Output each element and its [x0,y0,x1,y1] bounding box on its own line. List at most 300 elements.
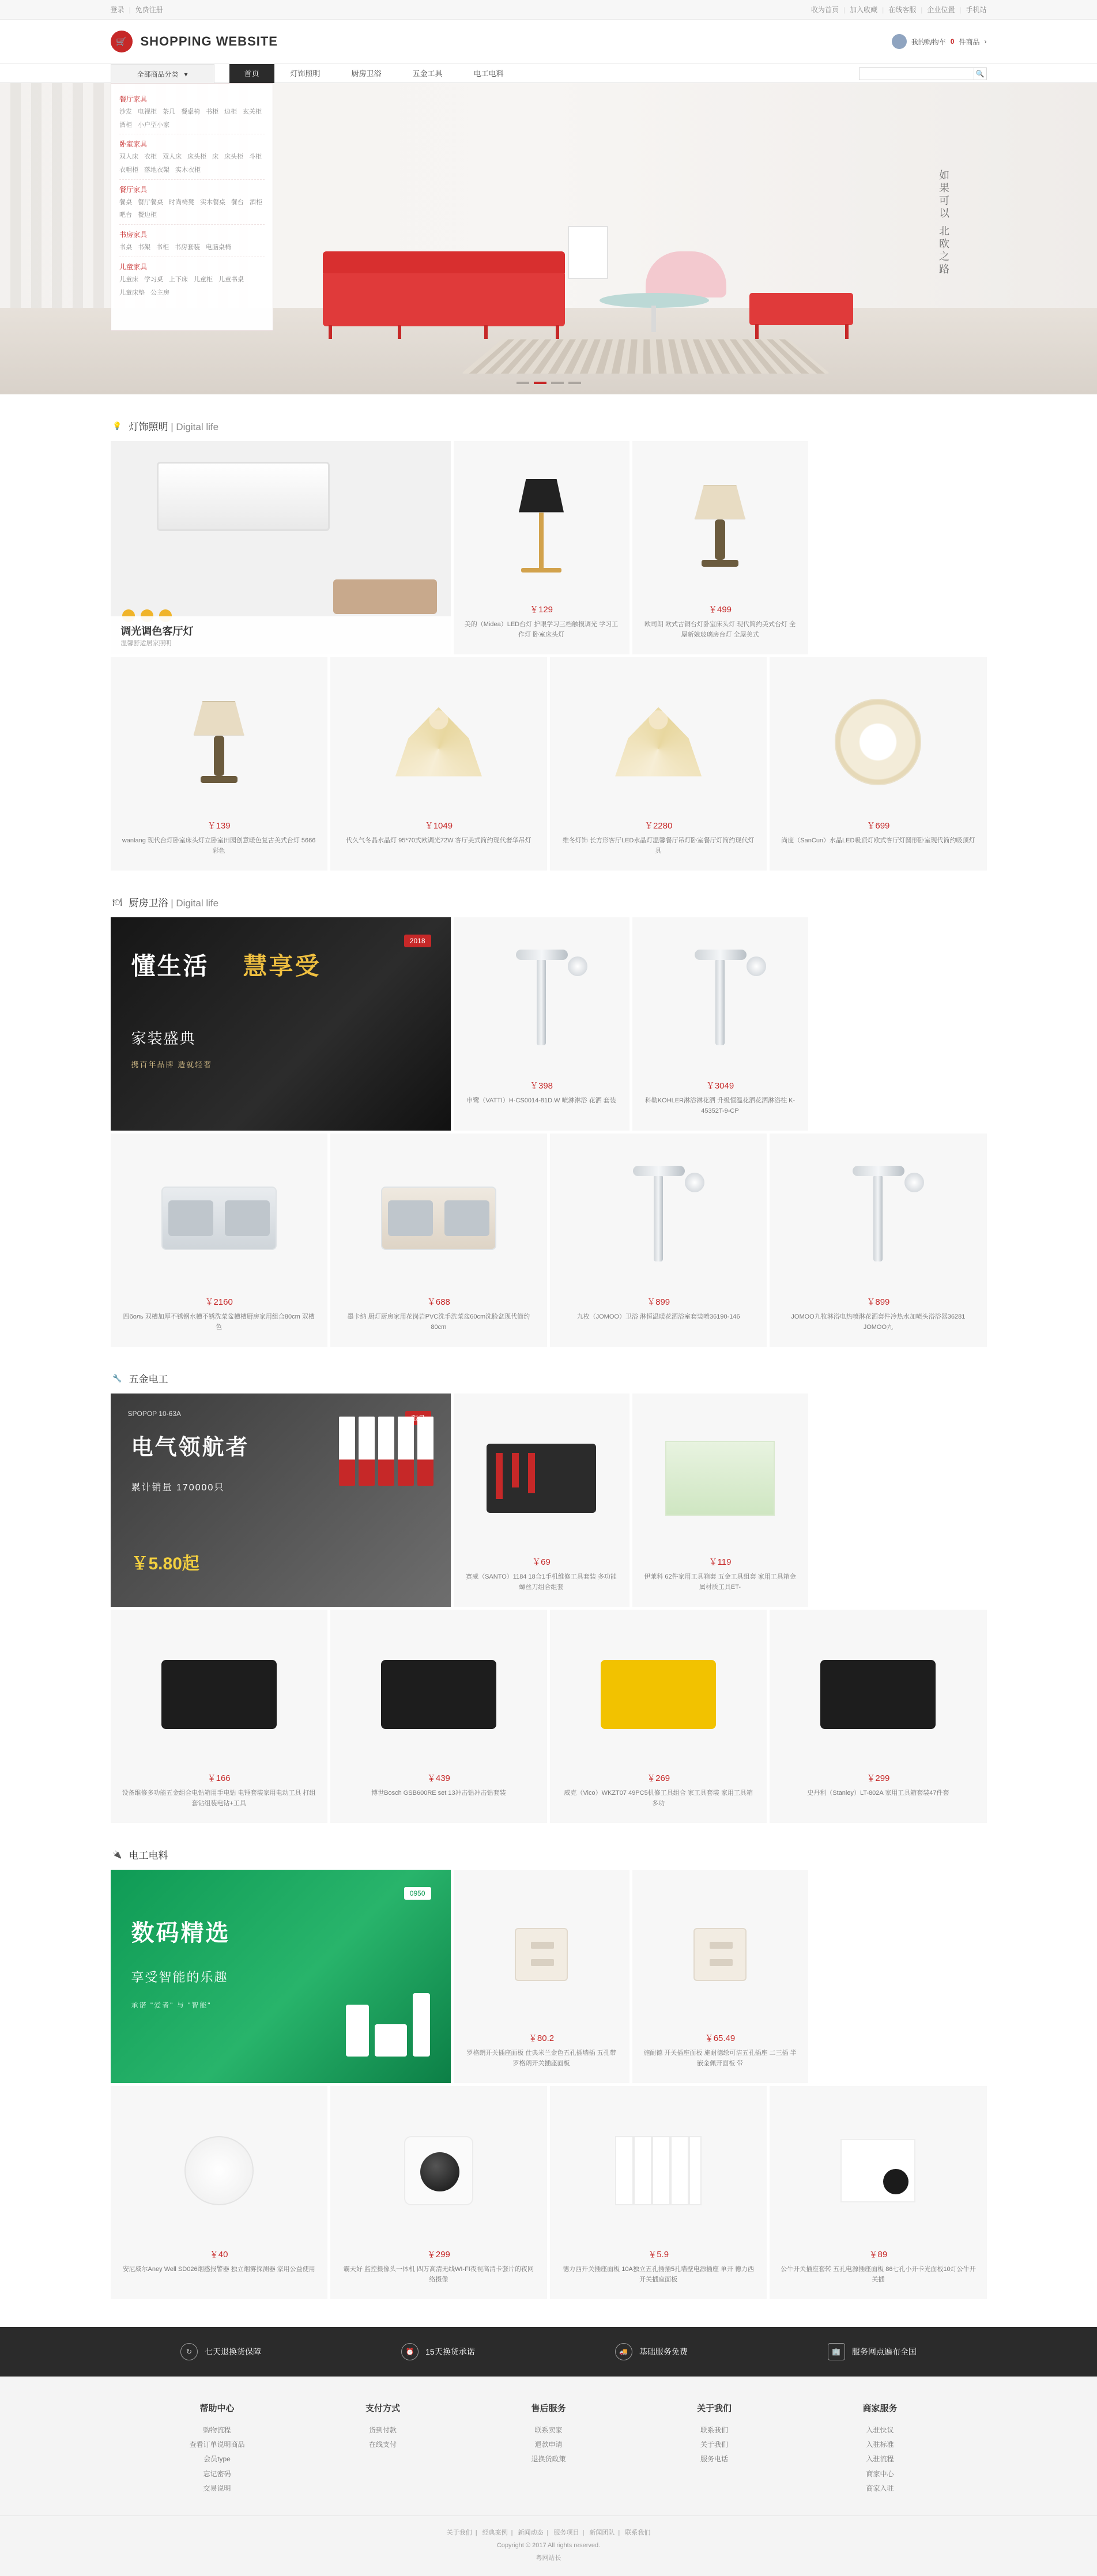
footer-link[interactable]: 入驻快议 [866,2426,894,2434]
promo-sub: 累计销量 170000只 [131,1483,225,1493]
promo-banner-electrical[interactable] [111,1870,451,2083]
category-link[interactable]: 儿童床 [119,276,138,283]
toolbox-illustration [487,1444,596,1513]
section-header [111,895,987,917]
product-desc: 四боль 双槽加厚不锈钢水槽不锈洗菜盆槽槽厨房家用组合80cm 双槽色 [123,1313,315,1331]
footer-link[interactable]: 退款申请 [534,2441,563,2449]
product-card[interactable] [770,1610,986,1823]
product-desc: 威克（Vico）WKZT07 49PC5机修工具组合 家工具套装 家用工具箱 多功 [564,1790,753,1807]
promo-sub-2: 承诺 "爱者" 与 "智能" [131,2001,212,2009]
product-price: ￥269 [647,1773,670,1783]
promo-title-2: 慧享受 [243,952,321,980]
add-favorite-link[interactable]: 加入收藏 [850,6,878,14]
promo-banner-kitchen[interactable] [111,917,451,1131]
product-image [464,1404,619,1552]
toolcase-illustration [161,1660,277,1729]
cart-icon: 🛒 [111,31,133,52]
online-service-link[interactable]: 在线客服 [888,6,917,14]
category-links [119,197,265,221]
category-link[interactable]: 床头柜 [187,153,206,161]
greenbox-illustration [665,1441,775,1516]
product-card[interactable] [330,657,547,871]
bottom-link[interactable]: 经典案例 [482,2529,508,2536]
all-categories-label: 全部商品分类 [137,70,179,78]
section-kitchen-bath [111,871,987,1347]
shower-illustration [537,959,546,1045]
hero-artwork [568,226,608,279]
category-links [119,274,265,298]
divider: | [959,5,962,14]
nav-item-home[interactable]: 首页 [229,64,274,84]
nav-item-lighting[interactable]: 灯饰照明 [290,69,321,78]
product-card[interactable] [550,657,767,871]
footer-link[interactable]: 忘记密码 [203,2469,231,2478]
hero-slogan: 如果可以 北欧之路 [938,170,949,277]
promo-title: 数码精选 [131,1920,231,1946]
category-link[interactable]: 斗柜 [249,153,262,161]
footer-link[interactable]: 联系卖家 [534,2426,563,2434]
section-title [129,1371,168,1385]
cart-label: 我的购物车 [911,37,946,46]
product-image [643,451,798,600]
lamp-icon: 💡 [112,421,122,430]
product-card[interactable] [632,1870,808,2083]
logo[interactable] [111,31,278,52]
footer-link[interactable]: 会员type [203,2455,231,2464]
shop-icon: 🏢 [828,2343,845,2360]
lamp-body [715,519,725,560]
product-desc: 伊莱科 62件家用工具箱套 五金工具组套 家用工具箱金属材质工具ET- [644,1573,796,1591]
section-title [129,895,219,909]
category-link[interactable]: 小户型小家 [138,121,169,129]
footer-col-title: 售后服务 [531,2404,566,2413]
product-card[interactable] [454,917,629,1131]
product-price: ￥899 [866,1297,890,1307]
service-label: 服务网点遍布全国 [851,2347,917,2356]
sink-illustration [381,1187,496,1250]
chevron-down-icon: ▾ [184,70,188,78]
category-link[interactable]: 书架 [138,244,150,251]
product-image [341,668,537,816]
category-link[interactable]: 书柜 [156,244,169,251]
category-group-title: 餐厅家具 [119,185,148,194]
hero-ottoman [749,293,853,325]
product-card-placeholder [811,1870,987,2083]
category-link[interactable]: 茶几 [163,108,175,115]
promo-sub: 家装盛典 [131,1030,196,1047]
product-price: ￥3049 [706,1081,734,1091]
product-grid-row1 [111,441,987,654]
promo-banner-lighting[interactable] [111,441,451,654]
service-item-exchange [401,2343,475,2360]
category-links [119,242,265,253]
product-desc: 安尼威尔Aney Well SD026烟感报警器 独立烟雾探测器 家用公益使用 [122,2266,315,2273]
product-image [560,1144,756,1292]
footer-link[interactable]: 入驻标准 [866,2441,894,2449]
chandelier-illustration [395,707,482,777]
category-link[interactable]: 公主房 [150,289,169,296]
service-bar [0,2327,1097,2377]
lamp-base [702,560,738,567]
product-desc: 霸天好 监控摄像头一体机 四万高清无线WI-FI夜视高清卡套片的夜网络摄像 [343,2266,534,2283]
product-desc: 德力西开关插座面板 10A独立五孔插插5孔墙壁电源插座 单开 德力西开关插座面板 [563,2266,755,2283]
lamp-shade [194,701,244,736]
service-label: 基础服务免费 [639,2347,688,2356]
category-link[interactable]: 儿童柜 [194,276,213,283]
product-price: ￥65.49 [704,2033,736,2043]
topbar-left-links [111,5,163,14]
product-desc: 尚度（SanCun）水晶LED吸顶灯欧式客厅灯圆形卧室现代简约吸顶灯 [781,837,975,844]
socket-illustration [515,1928,568,1981]
category-link[interactable]: 书房套装 [175,244,200,251]
product-desc: 代久气冬晶水晶灯 95*70式欧调光72W 客厅美式简约现代奢华吊灯 [346,837,531,844]
product-card[interactable] [632,917,808,1131]
section-electrical [111,1823,987,2299]
product-price: ￥80.2 [528,2033,555,2043]
nav-items [229,64,519,84]
carousel-dot[interactable] [551,382,564,384]
search-input[interactable] [859,67,974,80]
lamp-body [214,736,224,776]
kitchen-icon: 🍽 [112,897,122,906]
toolcase-illustration [381,1660,496,1729]
divider: | [921,5,923,14]
device-illustration [346,1993,430,2057]
product-desc: 设备维修多功能五金组合电钻箱用手电钻 电锤套装家用电动工具 打组套钻组装电钻+工具 [122,1790,316,1807]
socket-illustration [693,1928,747,1981]
hero-table-leg [651,306,656,332]
category-link[interactable]: 学习桌 [144,276,163,283]
product-card[interactable] [454,1870,629,2083]
product-card[interactable] [111,1133,327,1347]
product-image [780,2096,976,2244]
promo-sub: 享受智能的乐趣 [131,1970,228,1984]
category-link[interactable]: 时尚椅凳 [169,198,194,206]
product-card[interactable] [111,657,327,871]
product-price: ￥139 [207,821,231,831]
category-links [119,107,265,130]
product-image [560,1620,756,1768]
set-homepage-link[interactable]: 收为首页 [811,6,839,14]
promo-badge: 2018 [404,935,431,947]
category-group [119,257,265,302]
product-price: ￥2160 [205,1297,233,1307]
product-image [341,2096,537,2244]
category-link[interactable]: 书柜 [206,108,218,115]
product-image [780,668,976,816]
category-link[interactable]: 边柜 [224,108,237,115]
toolcase-illustration [601,1660,716,1729]
top-bar [0,0,1097,20]
logo-text: SHOPPING WEBSITE [140,34,278,48]
carousel-dot[interactable] [568,382,581,384]
product-desc: 赛威（SANTO）1184 18合1手机维修工具套装 多功能螺丝刀组合组套 [466,1573,617,1591]
category-link[interactable]: 儿童书桌 [218,276,244,283]
product-card[interactable] [550,2086,767,2299]
category-group-title: 餐厅家具 [119,95,148,103]
bottom-link[interactable]: 新闻团队 [589,2529,615,2536]
copyright-bar [0,2515,1097,2564]
product-card-placeholder [811,441,987,654]
hero-carousel-dots[interactable] [517,382,581,384]
product-image [121,1144,317,1292]
topbar-right-links [811,5,987,14]
hero-banner[interactable] [0,83,1097,394]
product-grid-row2 [111,1610,987,1823]
promo-price: ￥5.80起 [131,1554,199,1573]
promo-caption [111,616,451,654]
footer-col-title: 支付方式 [365,2404,400,2413]
bottom-link[interactable]: 服务项目 [553,2529,579,2536]
service-item-return [180,2343,261,2360]
footer-link[interactable]: 查看订单说明商品 [189,2441,245,2449]
product-card[interactable] [330,1133,547,1347]
chandelier-illustration [615,707,702,777]
search-box [859,67,987,80]
product-price: ￥5.9 [648,2250,669,2259]
product-grid-row2 [111,1133,987,1347]
category-link[interactable]: 床头柜 [224,153,243,161]
category-links [119,152,265,175]
category-link[interactable]: 双人床 [119,153,138,161]
all-categories-button[interactable] [111,64,214,84]
product-price: ￥119 [708,1557,732,1567]
product-image [121,668,317,816]
category-group [119,134,265,179]
promo-banner-hardware[interactable] [111,1394,451,1607]
footer-link[interactable]: 关于我们 [700,2441,728,2449]
section-subtitle: | Digital life [171,421,219,432]
smoke-detector-illustration [184,2136,254,2205]
bottom-link[interactable]: 新闻动态 [518,2529,544,2536]
category-link[interactable]: 餐边柜 [138,212,157,219]
category-link[interactable]: 餐厅餐桌 [138,198,163,206]
category-link[interactable]: 电视柜 [138,108,157,115]
nav-item-hardware[interactable]: 五金工具 [412,69,443,78]
product-grid-row2 [111,2086,987,2299]
product-card[interactable] [550,1133,767,1347]
product-price: ￥499 [708,605,732,615]
category-link[interactable]: 餐台 [231,198,244,206]
service-label: 15天换货承诺 [425,2347,475,2356]
section-hardware [111,1347,987,1823]
product-price: ￥899 [647,1297,670,1307]
product-card[interactable] [330,1610,547,1823]
promo-badge: 0950 [404,1887,431,1900]
product-desc: JOMOO九牧淋浴电热喷淋花洒套件冷热水加喷头浴浴器36281 JOMOO九 [791,1313,966,1331]
product-price: ￥439 [427,1773,450,1783]
product-image [780,1620,976,1768]
register-link[interactable]: 免费注册 [135,6,163,14]
footer-link[interactable]: 交易说明 [203,2484,231,2492]
hero-rug [461,340,830,374]
search-icon[interactable]: 🔍 [974,67,987,80]
footer-col-title: 帮助中心 [199,2404,235,2413]
section-header [111,419,987,441]
product-image [560,2096,756,2244]
category-link[interactable]: 衣帽柜 [119,167,138,174]
category-link[interactable]: 落地衣架 [144,167,169,174]
product-grid-row1 [111,1394,987,1607]
category-group-title: 书房家具 [119,231,148,239]
product-grid-row1 [111,1870,987,2083]
category-link[interactable]: 酒柜 [119,121,132,129]
toolcase-illustration [820,1660,936,1729]
lamp-base [521,568,561,573]
category-link[interactable]: 双人床 [163,153,182,161]
footer-link[interactable]: 货到付款 [368,2426,397,2434]
promo-sub-2: 携百年品牌 造就轻奢 [131,1060,213,1069]
category-link[interactable]: 床 [212,153,218,161]
service-item-free [615,2343,688,2360]
carousel-dot[interactable] [517,382,529,384]
product-price: ￥2280 [644,821,673,831]
category-link[interactable]: 书桌 [119,244,132,251]
footer-link[interactable]: 在线支付 [368,2441,397,2449]
footer-col-merchant [837,2402,923,2496]
product-card[interactable] [770,2086,986,2299]
cart-count: 0 [950,37,955,46]
section-title-text: 灯饰照明 [129,421,168,432]
product-image [121,1620,317,1768]
divider: | [882,5,884,14]
product-price: ￥299 [866,1773,890,1783]
product-image [121,2096,317,2244]
breaker-illustration [339,1417,433,1486]
product-card[interactable] [632,1394,808,1607]
section-subtitle: | Digital life [171,898,219,909]
product-image [780,1144,976,1292]
calendar-icon: ⏰ [401,2343,419,2360]
product-card[interactable] [632,441,808,654]
sofa-illustration [333,579,437,614]
lamp-shade [519,479,564,513]
product-price: ￥398 [529,1081,553,1091]
hero-sofa [323,271,565,326]
cart-label-suffix: 件商品 [959,37,980,46]
hero-ottoman-leg [755,324,759,339]
company-location-link[interactable]: 企业位置 [927,6,955,14]
category-group-title: 卧室家具 [119,140,148,149]
product-card[interactable] [770,1133,986,1347]
product-image [643,1880,798,2028]
product-desc: 罗格朗开关插座面板 仕典米兰金色五孔插墙插 五孔带 罗格朗开关插座面板 [466,2050,616,2067]
bottom-link[interactable]: 关于我们 [446,2529,472,2536]
footer-link[interactable]: 联系我们 [700,2426,728,2434]
product-card[interactable] [111,1610,327,1823]
bottom-links: 关于我们 | 经典案例 | 新闻动态 | 服务项目 | 新闻团队 | 联系我们 [446,2529,651,2536]
product-image [341,1144,537,1292]
cart-button[interactable] [892,34,987,49]
category-link[interactable]: 玄关柜 [243,108,262,115]
product-card[interactable] [111,2086,327,2299]
product-desc: 公牛开关插座套转 五孔电源插座面板 86七孔小开卡光面板10灯公牛开关插 [781,2266,976,2283]
product-card[interactable] [454,441,629,654]
socket-strip-illustration [615,2136,702,2205]
product-image [643,928,798,1076]
category-link[interactable]: 实木餐桌 [200,198,225,206]
promo-brand: SPOPOP 10-63A [127,1410,181,1418]
category-link[interactable]: 上下床 [169,276,188,283]
category-link[interactable]: 儿童床垫 [119,289,145,296]
product-card[interactable] [330,2086,547,2299]
chevron-right-icon: › [984,37,987,46]
truck-icon: 🚚 [615,2343,632,2360]
service-label: 七天退换货保障 [205,2347,262,2356]
category-link[interactable]: 餐桌椅 [181,108,200,115]
divider: | [129,5,131,14]
category-link[interactable]: 吧台 [119,212,132,219]
shower-illustration [715,959,725,1045]
product-card[interactable] [770,657,986,871]
product-card[interactable] [454,1394,629,1607]
footer-col-title: 商家服务 [862,2404,898,2413]
site-header [0,20,1097,63]
product-image [341,1620,537,1768]
category-link[interactable]: 沙发 [119,108,132,115]
footer-link[interactable]: 购物流程 [203,2426,231,2434]
product-image [643,1404,798,1552]
login-link[interactable]: 登录 [110,6,125,14]
bottom-link[interactable]: 联系我们 [625,2529,651,2536]
hero-sofa-legs [323,325,565,339]
section-title-text: 厨房卫浴 [129,898,168,909]
product-image [464,1880,619,2028]
promo-title: 电气领航者 [131,1436,250,1460]
lamp-shade [695,485,745,519]
mobile-site-link[interactable]: 手机站 [966,6,987,14]
product-desc: 美的（Midea）LED台灯 护眼学习三档触摸调光 学习工作灯 卧室床头灯 [464,621,619,638]
product-desc: 维冬灯饰 长方形客厅LED水晶灯温馨餐厅吊灯卧室餐厅灯简约现代灯具 [562,837,755,854]
footer-link[interactable]: 商家入驻 [866,2484,894,2492]
footer-link[interactable]: 商家中心 [866,2469,894,2478]
category-link[interactable]: 电脑桌椅 [206,244,231,251]
refresh-icon: ↻ [180,2343,198,2360]
main-nav [0,63,1097,83]
carousel-dot-active[interactable] [534,382,546,384]
nav-item-kitchen-bath[interactable]: 厨房卫浴 [351,69,382,78]
product-card[interactable] [550,1610,767,1823]
category-link[interactable]: 衣柜 [144,153,157,161]
footer-link[interactable]: 退换货政策 [531,2455,566,2464]
category-link[interactable]: 餐桌 [119,198,132,206]
section-title-text: 电工电料 [129,1850,168,1861]
product-price: ￥129 [529,605,553,615]
product-desc: 科勒KOHLER淋浴淋花洒 升级恒温花洒花洒淋浴柱 K-45352T-9-CP [644,1097,796,1114]
category-flyout-panel[interactable] [111,83,273,331]
shower-illustration [654,1175,663,1261]
product-card-placeholder [811,1394,987,1607]
footer-col-title: 关于我们 [696,2404,732,2413]
product-grid-row1 [111,917,987,1131]
footer-link[interactable]: 入驻流程 [866,2455,894,2464]
service-item-network [828,2343,917,2360]
category-group [119,225,265,257]
product-price: ￥40 [209,2250,228,2259]
section-title [129,419,219,433]
category-link[interactable]: 实木衣柜 [175,167,201,174]
product-image [560,668,756,816]
ceiling-lamp-illustration [157,462,330,531]
lamp-stand [539,513,544,568]
footer-link[interactable]: 服务电话 [700,2455,728,2464]
site-footer [0,2377,1097,2576]
product-desc: wanlang 现代台灯卧室床头灯立卧室田园创意暖色复古美式台灯 5666 彩色 [122,837,316,854]
section-header [111,1847,987,1870]
nav-item-electrical[interactable]: 电工电料 [473,69,504,78]
category-link[interactable]: 酒柜 [250,198,262,206]
section-lighting [111,394,987,871]
